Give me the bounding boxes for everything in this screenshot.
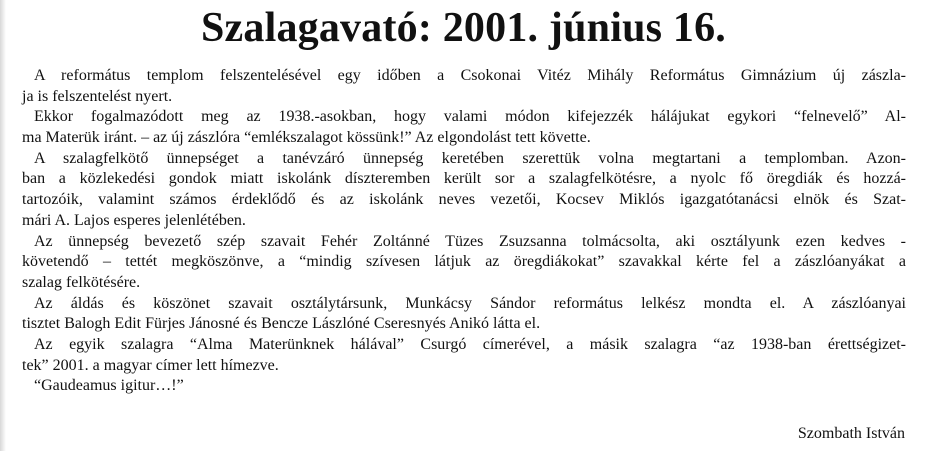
- paragraph-2: [22, 107, 906, 148]
- text-line: A szalagfelkötő ünnepséget a tanévzáró ünnepség keretében szerettük volna megtartani a templomban. Azon-: [34, 149, 906, 167]
- text-line: ma Materük iránt. – az új zászlóra “emlékszalagot kössünk!” Az elgondolást tett követte.: [22, 129, 591, 147]
- page-title: Szalagavató: 2001. június 16.: [200, 5, 727, 51]
- paragraph-5: [22, 294, 906, 335]
- text-line: szalag felkötésére.: [22, 273, 141, 291]
- author-signature: Szombath István: [797, 425, 905, 442]
- text-line: tartozóik, valamint számos érdeklődő és az iskolánk neves vezetői, Kocsev Miklós igazgatótanácsi elnök és Szat-: [22, 191, 906, 209]
- text-line: tisztet Balogh Edit Fürjes Jánosné és Bencze Lászlóné Cseresnyés Anikó látta el.: [22, 315, 541, 333]
- text-line: Ekkor fogalmazódott meg az 1938.-asokban, hogy valami módon kifejezzék hálájukat egykori “felnevelő” Al-: [34, 108, 906, 126]
- text-line: Az áldás és köszönet szavait osztálytársunk, Munkácsy Sándor református lelkész mondta el. A zászlóanyai: [34, 294, 906, 312]
- paragraph-7: [22, 376, 906, 397]
- text-line: ban a közlekedési gondok miatt iskolánk díszteremben került sor a szalagfelkötésre, a nyolc fő öregdiák és hozzá-: [22, 170, 906, 188]
- article-body: [22, 66, 906, 397]
- text-line: Az ünnepség bevezető szép szavait Fehér Zoltánné Tüzes Zsuzsanna tolmácsolta, aki osztályunk ezen kedves -: [34, 232, 906, 250]
- paragraph-1: [22, 66, 906, 107]
- paragraph-6: [22, 335, 906, 376]
- text-line: A református templom felszentelésével egy időben a Csokonai Vitéz Mihály Református Gimnázium új zászla-: [34, 67, 906, 84]
- scan-edge: [0, 0, 6, 451]
- text-line: mári A. Lajos esperes jelenlétében.: [22, 211, 246, 229]
- text-line: tek” 2001. a magyar címer lett hímezve.: [22, 356, 279, 374]
- text-line: ja is felszentelést nyert.: [22, 87, 173, 105]
- text-line: “Gaudeamus igitur…!”: [34, 377, 184, 395]
- paragraph-4: [22, 232, 906, 294]
- text-line: Az egyik szalagra “Alma Materünknek hálával” Csurgó címerével, a másik szalagra “az 1938-ban érettségizet-: [34, 335, 906, 353]
- paragraph-3: [22, 149, 906, 232]
- text-line: követendő – tettét megköszönve, a “mindig szívesen látjuk az öregdiákokat” szavakkal kérte fel a zászlóanyákat a: [22, 253, 906, 271]
